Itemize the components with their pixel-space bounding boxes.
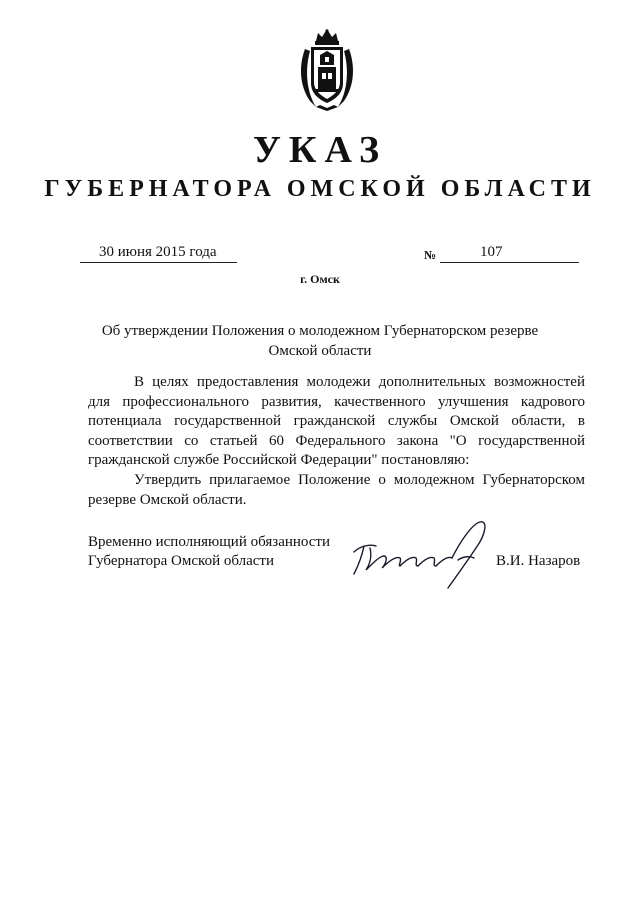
- document-heading: [100, 321, 540, 361]
- issuer-title: ГУБЕРНАТОРА ОМСКОЙ ОБЛАСТИ: [44, 176, 596, 202]
- issue-city: г. Омск: [300, 272, 340, 286]
- handwritten-signature-icon: [340, 512, 500, 592]
- signatory-name: В.И. Назаров: [496, 553, 581, 569]
- heading-line: Об утверждении Положения о молодежном Губернаторском резерве: [101, 323, 539, 339]
- document-number: 107: [440, 243, 579, 263]
- position-line: Временно исполняющий обязанности: [88, 534, 331, 550]
- document-date: 30 июня 2015 года: [80, 243, 237, 263]
- body-paragraph: Утвердить прилагаемое Положение о молодежном Губернаторском резерве Омской области.: [88, 471, 585, 508]
- signatory-position: [88, 533, 358, 571]
- document-type-title: УКАЗ: [253, 129, 387, 171]
- position-line: Губернатора Омской области: [88, 553, 274, 569]
- body-paragraph: В целях предоставления молодежи дополнительных возможностей для профессионального развития, качественного улучшения кадрового потенциала государственной гражданской службы Омской области, в соответствии со статьей 60 Федерального закона "О государственной гражданской службе Российской Федерации" постановляю:: [88, 374, 585, 469]
- omsk-coat-of-arms-icon: [296, 27, 358, 113]
- heading-line: Омской области: [268, 343, 372, 359]
- document-body: [88, 373, 585, 510]
- number-label: №: [424, 248, 437, 262]
